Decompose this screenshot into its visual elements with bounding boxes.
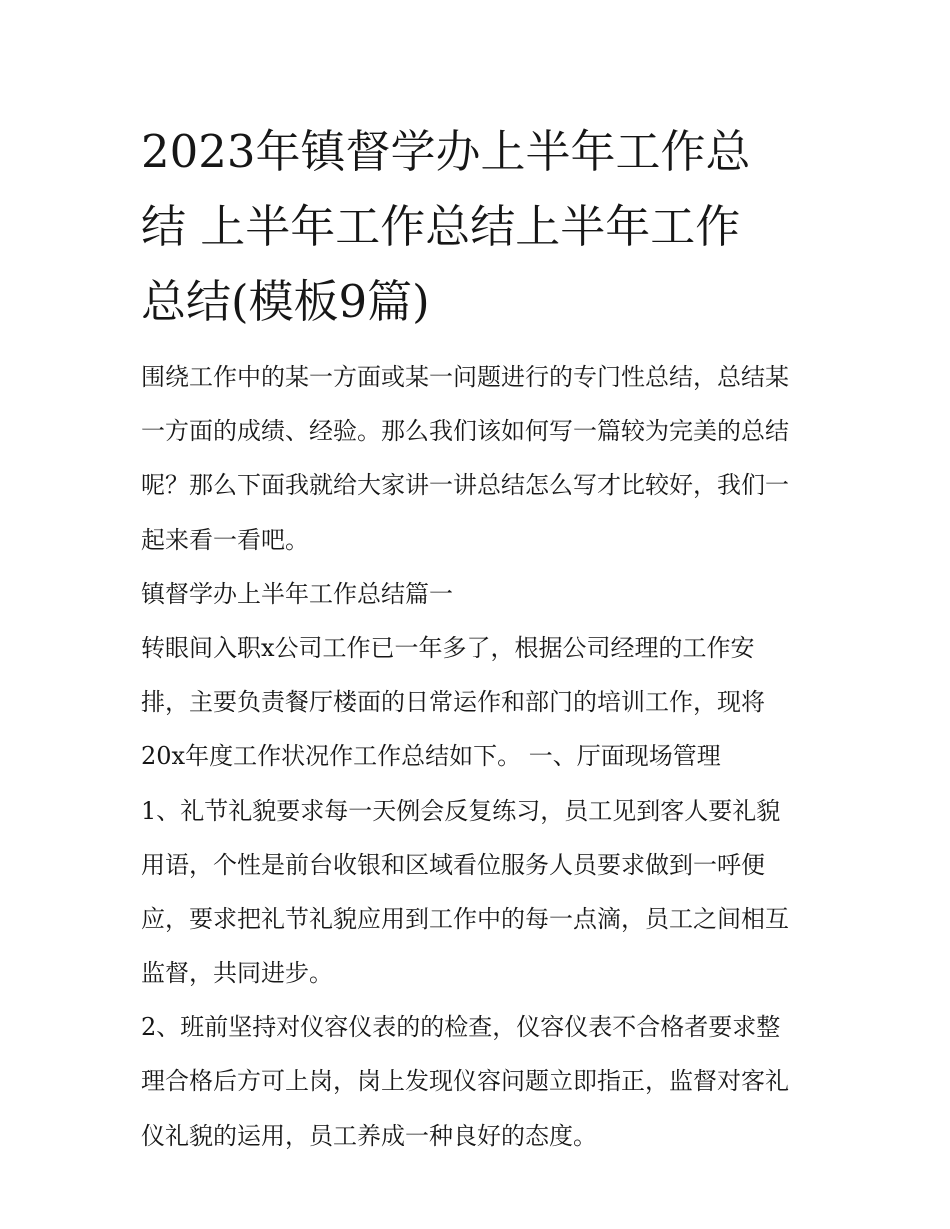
paragraph-line: 应，要求把礼节礼貌应用到工作中的每一点滴，员工之间相互 xyxy=(141,904,789,933)
paragraph-line: 1、礼节礼貌要求每一天例会反复练习，员工见到客人要礼貌 xyxy=(141,796,781,825)
paragraph-line: 排，主要负责餐厅楼面的日常运作和部门的培训工作，现将 xyxy=(141,688,765,717)
intro-line: 起来看一看吧。 xyxy=(141,525,309,554)
paragraph-line: 仪礼貌的运用，员工养成一种良好的态度。 xyxy=(141,1121,597,1150)
title-line: 结 上半年工作总结上半年工作 xyxy=(141,200,741,253)
paragraph-line: 20x年度工作状况作工作总结如下。 一、厅面现场管理 xyxy=(141,742,721,771)
section-heading: 镇督学办上半年工作总结篇一 xyxy=(141,579,453,608)
intro-line: 呢？那么下面我就给大家讲一讲总结怎么写才比较好，我们一 xyxy=(141,471,789,500)
intro-line: 围绕工作中的某一方面或某一问题进行的专门性总结，总结某 xyxy=(141,363,789,391)
paragraph-line: 2、班前坚持对仪容仪表的的检查，仪容仪表不合格者要求整 xyxy=(141,1013,781,1042)
paragraph-line: 用语，个性是前台收银和区域看位服务人员要求做到一呼便 xyxy=(141,850,765,879)
document-title xyxy=(141,114,821,339)
title-line: 2023年镇督学办上半年工作总 xyxy=(141,125,751,178)
intro-line: 一方面的成绩、经验。那么我们该如何写一篇较为完美的总结 xyxy=(141,417,789,446)
paragraph-line: 监督，共同进步。 xyxy=(141,959,333,988)
title-line: 总结(模板9篇) xyxy=(141,275,430,328)
paragraph-line: 理合格后方可上岗，岗上发现仪容问题立即指正，监督对客礼 xyxy=(141,1067,789,1096)
paragraph-line: 转眼间入职x公司工作已一年多了，根据公司经理的工作安 xyxy=(141,633,755,662)
document-body xyxy=(141,350,831,1163)
